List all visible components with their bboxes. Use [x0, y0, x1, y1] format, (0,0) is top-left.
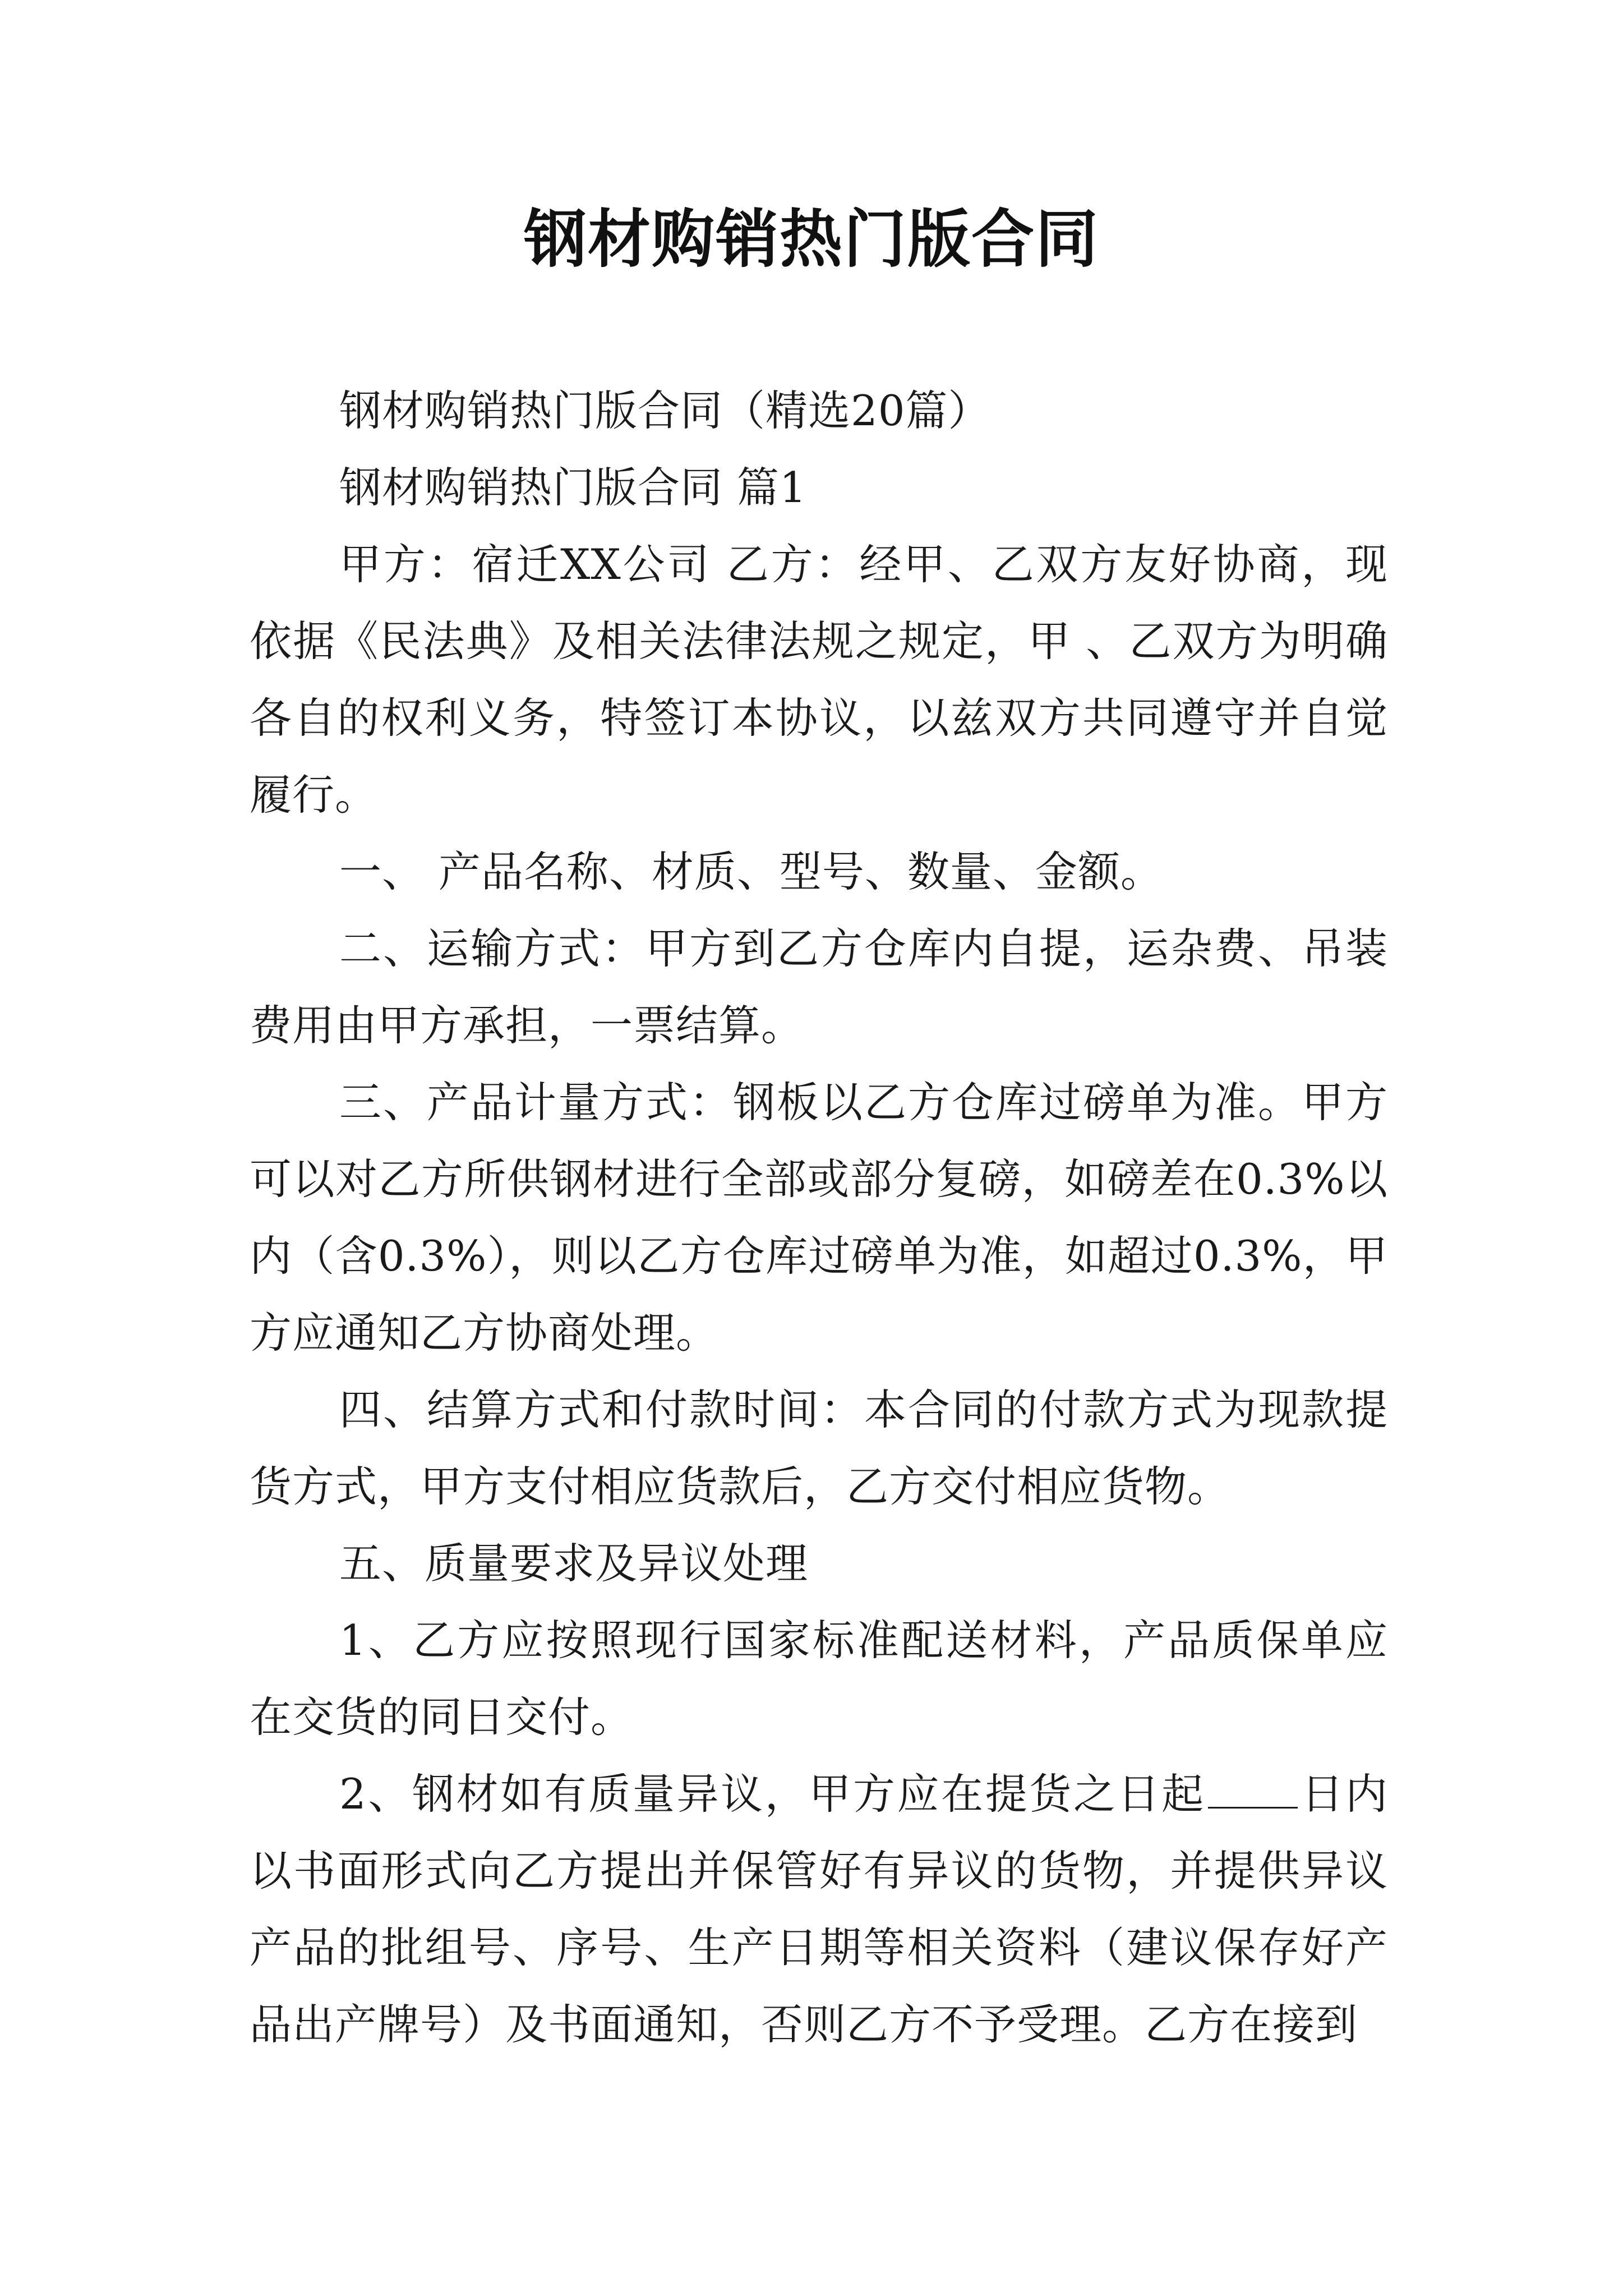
document-body: [250, 372, 1388, 2063]
paragraph-clause-2: 二、运输方式：甲方到乙方仓库内自提，运杂费、吊装费用由甲方承担，一票结算。: [250, 924, 1388, 1050]
paragraph-clause-5-1: 1、乙方应按照现行国家标准配送材料，产品质保单应在交货的同日交付。: [250, 1616, 1388, 1742]
paragraph-clause-3: 三、产品计量方式：钢板以乙方仓库过磅单为准。甲方可以对乙方所供钢材进行全部或部分复磅，如磅差在0.3%以内（含0.3%），则以乙方仓库过磅单为准，如超过0.3%，甲方应通知乙方协商处理。: [250, 1078, 1388, 1358]
paragraph-section-heading: 钢材购销热门版合同 篇1: [339, 463, 807, 512]
fill-in-blank: [1208, 1773, 1298, 1809]
paragraph-clause-1: 一、 产品名称、材质、型号、数量、金额。: [339, 847, 1163, 896]
clause-5-2-text-after: 日内以书面形式向乙方提出并保管好有异议的货物，并提供异议产品的批组号、序号、生产日期等相关资料（建议保存好产品出产牌号）及书面通知，否则乙方不予受理。乙方在接到: [250, 1769, 1388, 2049]
clause-5-2-text-before: 2、钢材如有质量异议，甲方应在提货之日起: [339, 1769, 1206, 1819]
paragraph-parties: 甲方：宿迁XX公司 乙方：经甲、乙双方友好协商，现依据《民法典》及相关法律法规之规定，甲 、乙双方为明确各自的权利义务，特签订本协议，以兹双方共同遵守并自觉履行。: [250, 540, 1388, 820]
paragraph-clause-5: 五、质量要求及异议处理: [339, 1539, 809, 1588]
paragraph-clause-5-2: [250, 1756, 1388, 2063]
paragraph-subtitle: 钢材购销热门版合同（精选20篇）: [339, 386, 991, 435]
document-title: 钢材购销热门版合同: [524, 203, 1099, 276]
paragraph-clause-4: 四、结算方式和付款时间：本合同的付款方式为现款提货方式，甲方支付相应货款后，乙方交付相应货物。: [250, 1385, 1388, 1511]
